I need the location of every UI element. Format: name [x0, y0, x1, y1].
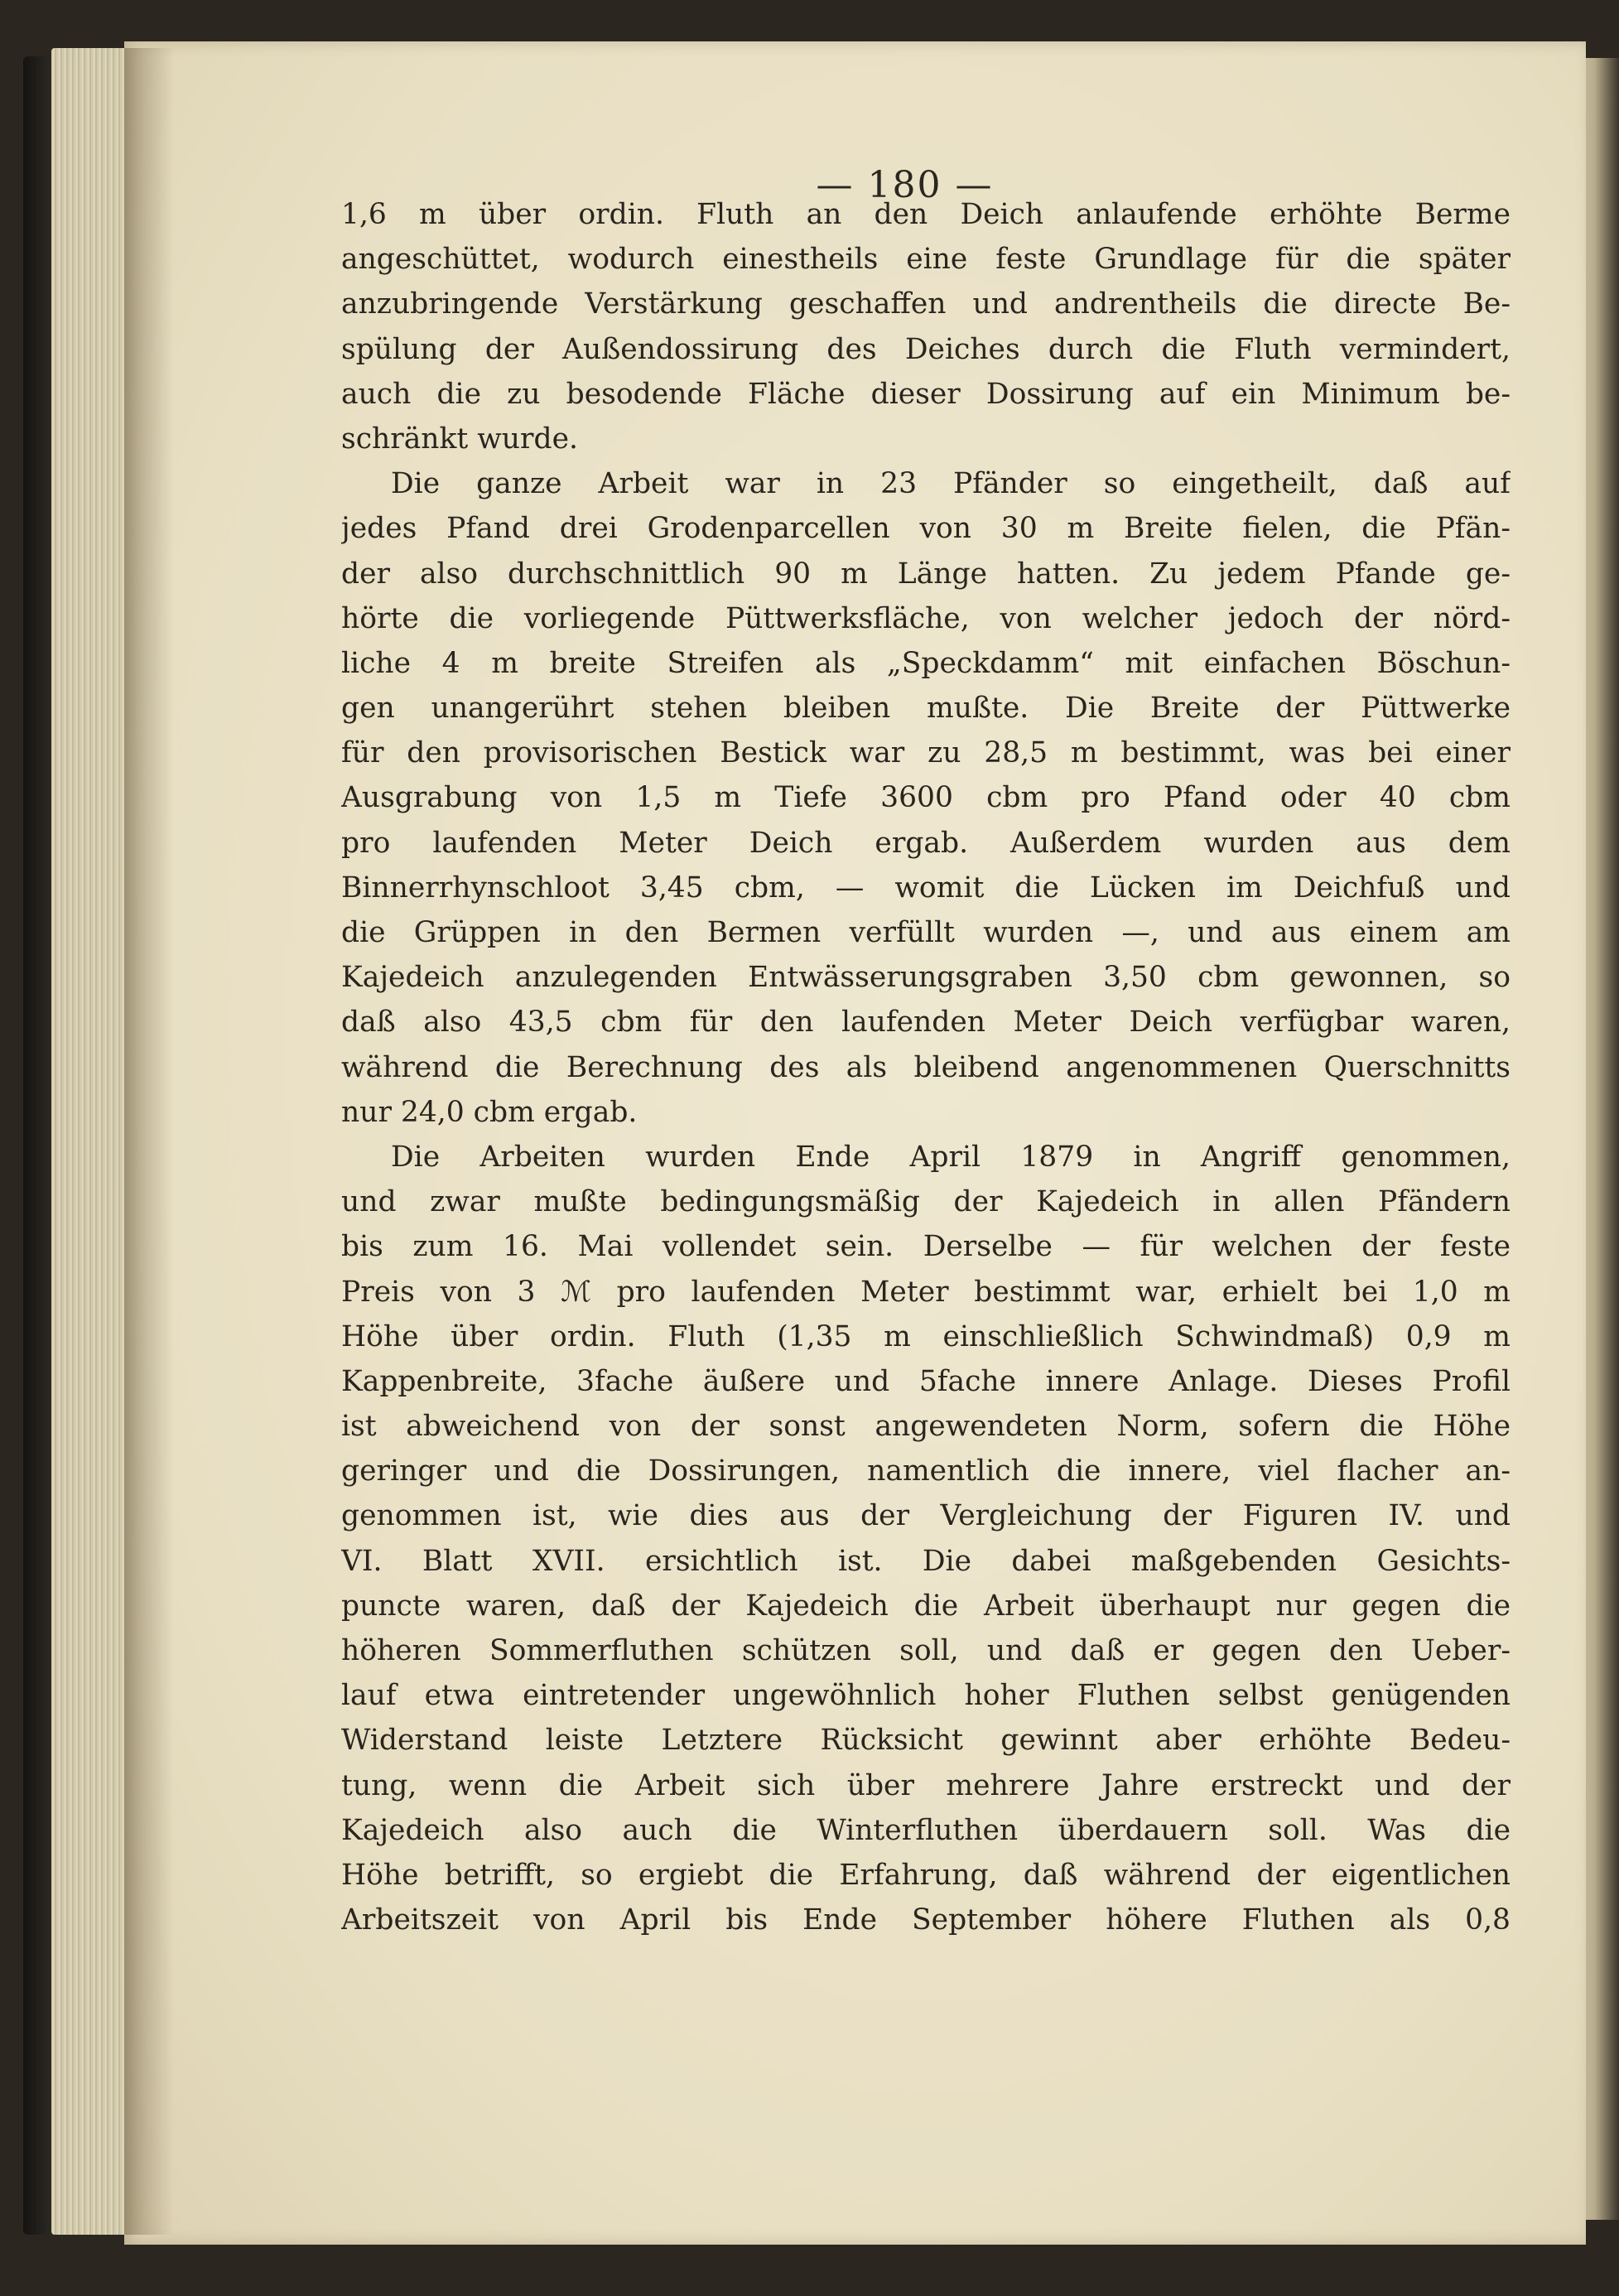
text-line: liche 4 m breite Streifen als „Speckdamm“ mit einfachen Böschun- [341, 646, 1511, 680]
text-line: Arbeitszeit von April bis Ende September höhere Fluthen als 0,8 [341, 1903, 1511, 1937]
text-line: puncte waren, daß der Kajedeich die Arbeit überhaupt nur gegen die [341, 1589, 1511, 1623]
text-line: die Grüppen in den Bermen verfüllt wurden —, und aus einem am [341, 916, 1511, 949]
text-line: Preis von 3 ℳ pro laufenden Meter bestimmt war, erhielt bei 1,0 m [341, 1275, 1511, 1309]
text-line: Ausgrabung von 1,5 m Tiefe 3600 cbm pro Pfand oder 40 cbm [341, 781, 1511, 815]
text-line: tung, wenn die Arbeit sich über mehrere Jahre erstreckt und der [341, 1768, 1511, 1802]
text-line: Die Arbeiten wurden Ende April 1879 in Angriff genommen, [391, 1140, 1511, 1174]
body-text [341, 192, 1511, 1942]
text-line: Kajedeich anzulegenden Entwässerungsgraben 3,50 cbm gewonnen, so [341, 961, 1511, 995]
text-line: geringer und die Dossirungen, namentlich die innere, viel flacher an- [341, 1454, 1511, 1488]
text-line: ist abweichend von der sonst angewendeten Norm, sofern die Höhe [341, 1410, 1511, 1444]
text-line: nur 24,0 cbm ergab. [341, 1095, 638, 1129]
text-line: Höhe über ordin. Fluth (1,35 m einschließlich Schwindmaß) 0,9 m [341, 1319, 1511, 1353]
text-line: lauf etwa eintretender ungewöhnlich hoher Fluthen selbst genügenden [341, 1679, 1511, 1713]
text-line: auch die zu besodende Fläche dieser Dossirung auf ein Minimum be- [341, 377, 1511, 411]
text-line: genommen ist, wie dies aus der Vergleichung der Figuren IV. und [341, 1499, 1511, 1533]
text-line: hörte die vorliegende Püttwerksfläche, von welcher jedoch der nörd- [341, 601, 1511, 635]
text-line: 1,6 m über ordin. Fluth an den Deich anlaufende erhöhte Berme [341, 198, 1511, 231]
text-line: Die ganze Arbeit war in 23 Pfänder so eingetheilt, daß auf [391, 467, 1511, 501]
page-number: — 180 — [816, 164, 994, 206]
text-line: angeschüttet, wodurch einestheils eine feste Grundlage für die später [341, 243, 1511, 277]
text-line: Kajedeich also auch die Winterfluthen überdauern soll. Was die [341, 1813, 1511, 1847]
text-line: höheren Sommerfluthen schützen soll, und daß er gegen den Ueber- [341, 1634, 1511, 1667]
text-line: Binnerrhynschloot 3,45 cbm, — womit die Lücken im Deichfuß und [341, 871, 1511, 904]
text-line: schränkt wurde. [341, 422, 578, 456]
text-line: Höhe betrifft, so ergiebt die Erfahrung, daß während der eigentlichen [341, 1858, 1511, 1892]
text-line: daß also 43,5 cbm für den laufenden Meter Deich verfügbar waren, [341, 1006, 1511, 1039]
text-line: anzubringende Verstärkung geschaffen und andrentheils die directe Be- [341, 287, 1511, 321]
text-line: Widerstand leiste Letztere Rücksicht gewinnt aber erhöhte Bedeu- [341, 1724, 1511, 1758]
text-line: gen unangerührt stehen bleiben mußte. Die Breite der Püttwerke [341, 692, 1511, 726]
text-line: und zwar mußte bedingungsmäßig der Kajedeich in allen Pfändern [341, 1185, 1511, 1219]
text-line: jedes Pfand drei Grodenparcellen von 30 m Breite fielen, die Pfän- [341, 512, 1511, 546]
text-line: spülung der Außendossirung des Deiches durch die Fluth vermindert, [341, 332, 1511, 366]
gutter-shadow [124, 48, 174, 2235]
text-line: VI. Blatt XVII. ersichtlich ist. Die dabei maßgebenden Gesichts- [341, 1544, 1511, 1578]
text-line: während die Berechnung des als bleibend angenommenen Querschnitts [341, 1050, 1511, 1084]
text-line: bis zum 16. Mai vollendet sein. Derselbe — für welchen der feste [341, 1230, 1511, 1264]
text-line: der also durchschnittlich 90 m Länge hatten. Zu jedem Pfande ge- [341, 557, 1511, 591]
text-line: pro laufenden Meter Deich ergab. Außerdem wurden aus dem [341, 826, 1511, 860]
text-line: für den provisorischen Bestick war zu 28,5 m bestimmt, was bei einer [341, 736, 1511, 770]
text-line: Kappenbreite, 3fache äußere und 5fache innere Anlage. Dieses Profil [341, 1364, 1511, 1398]
